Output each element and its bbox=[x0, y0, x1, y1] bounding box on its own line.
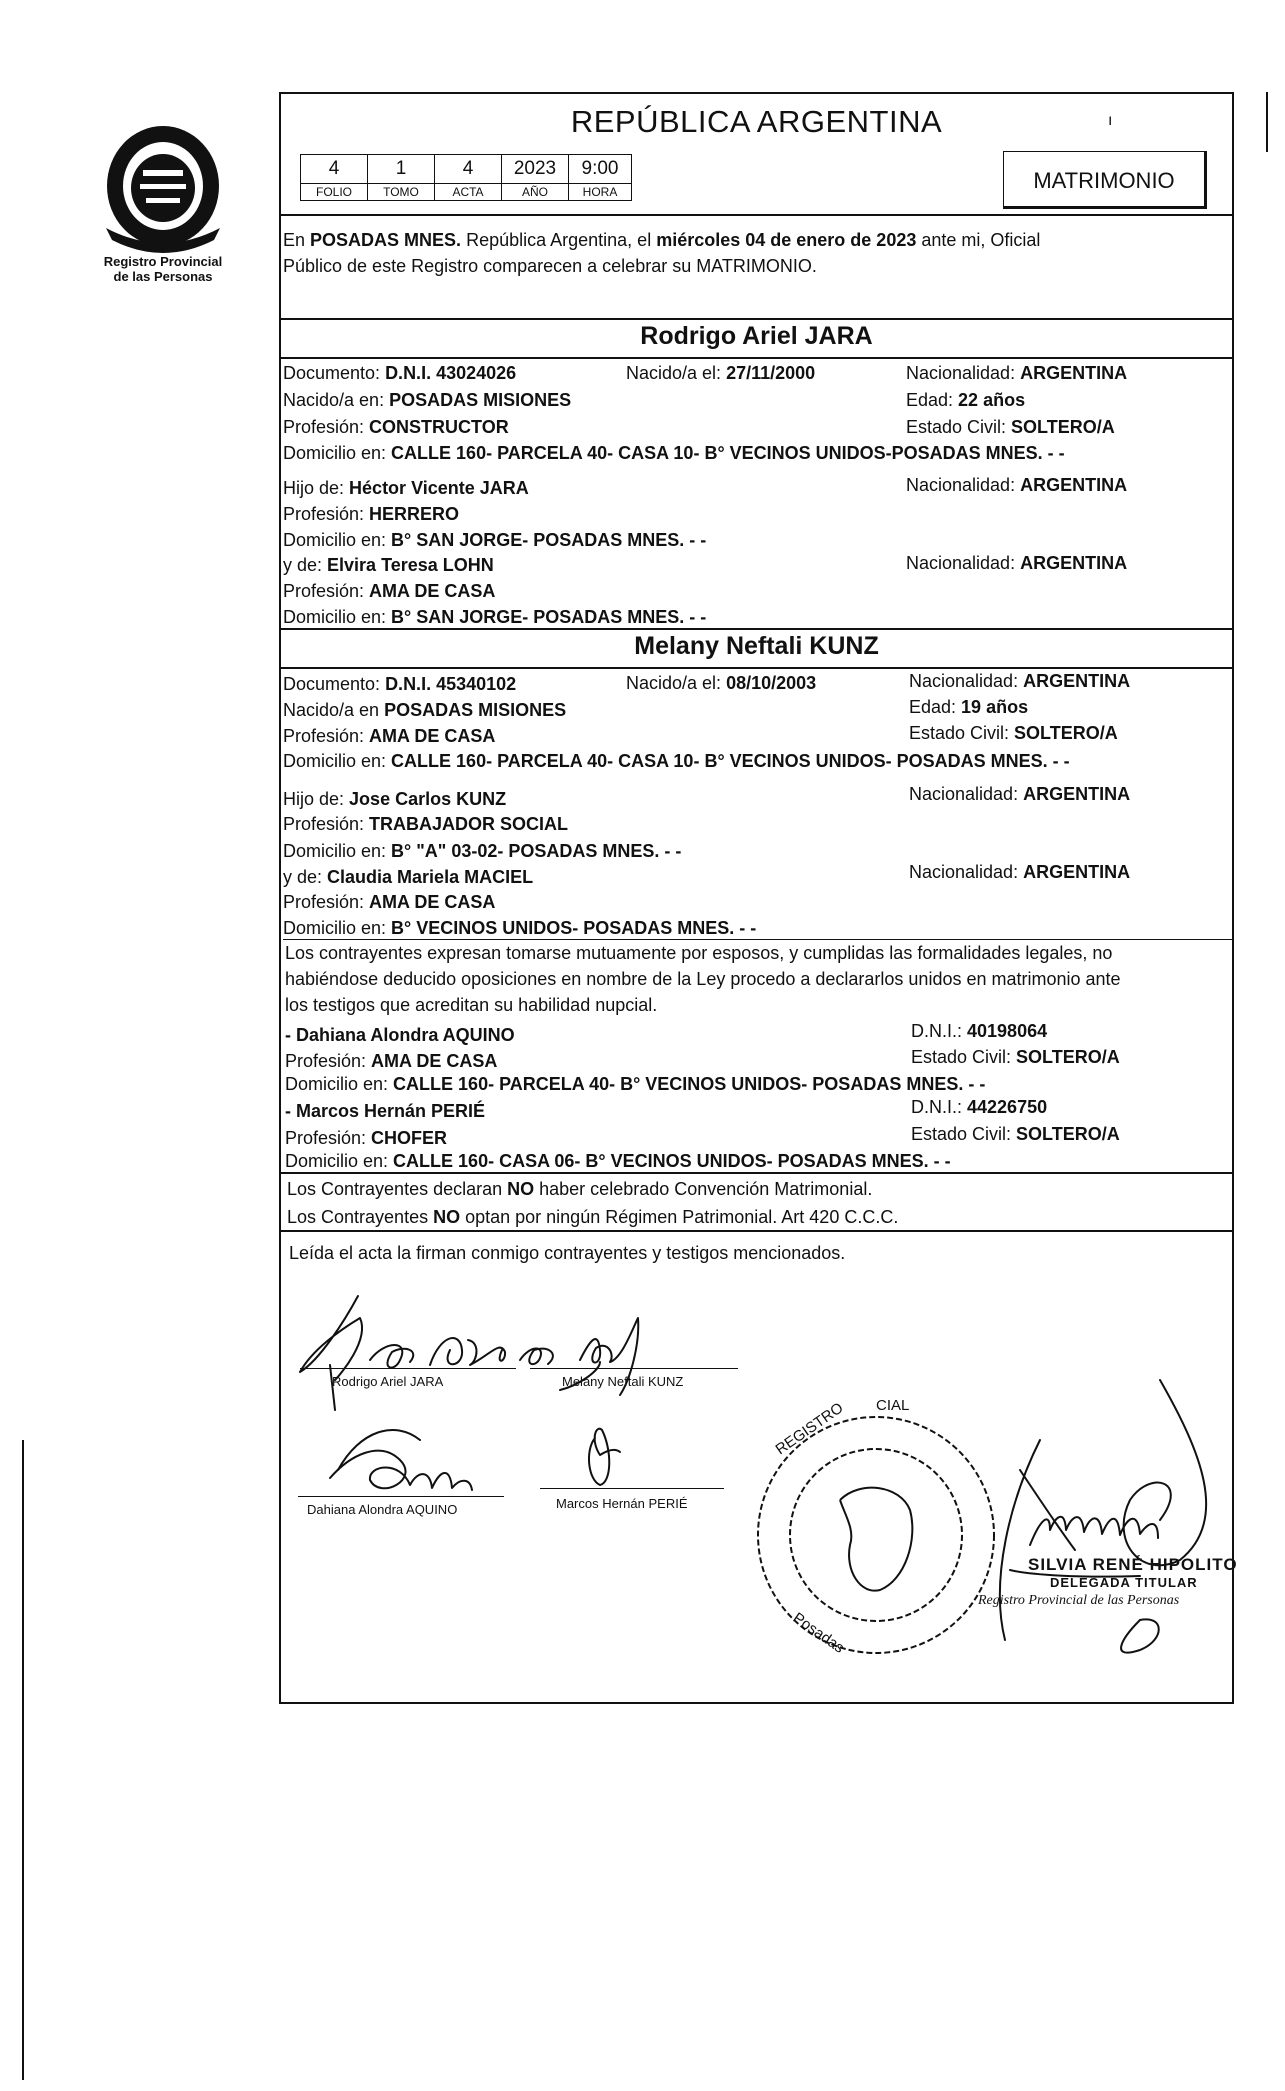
scan-edge-mark bbox=[1266, 92, 1268, 152]
groom-birthdate bbox=[626, 362, 815, 384]
tomo-value: 1 bbox=[368, 155, 435, 184]
bride-civil-status-value: SOLTERO/A bbox=[1014, 723, 1118, 743]
logo-caption-line-1: Registro Provincial bbox=[103, 254, 223, 269]
groom-birthplace-value: POSADAS MISIONES bbox=[389, 390, 572, 410]
witness-1-civil-status bbox=[911, 1046, 1120, 1068]
bride-mother-profession-value: AMA DE CASA bbox=[369, 892, 496, 912]
groom-father-address bbox=[283, 529, 706, 551]
groom-mother-nationality-label: Nacionalidad: bbox=[906, 553, 1021, 573]
groom-mother-nationality-value: ARGENTINA bbox=[1020, 553, 1128, 573]
groom-father bbox=[283, 477, 529, 499]
witness-1-civil-status-value: SOLTERO/A bbox=[1016, 1047, 1120, 1067]
witness-1-civil-status-label: Estado Civil: bbox=[911, 1047, 1017, 1067]
groom-name-divider bbox=[279, 357, 1234, 359]
groom-name: Rodrigo Ariel JARA bbox=[640, 322, 873, 350]
bride-nationality-label: Nacionalidad: bbox=[909, 671, 1024, 691]
bride-mother-value: Claudia Mariela MACIEL bbox=[327, 867, 534, 887]
groom-nationality-label: Nacionalidad: bbox=[906, 363, 1021, 383]
bride-document-value: D.N.I. 45340102 bbox=[385, 674, 517, 694]
bride-age-label: Edad: bbox=[909, 697, 962, 717]
groom-mother-address-label: Domicilio en: bbox=[283, 607, 392, 627]
bride-father-value: Jose Carlos KUNZ bbox=[349, 789, 507, 809]
groom-father-profession-value: HERRERO bbox=[369, 504, 460, 524]
bride-father-address-label: Domicilio en: bbox=[283, 841, 392, 861]
groom-document-value: D.N.I. 43024026 bbox=[385, 363, 517, 383]
declaration-paragraph bbox=[285, 940, 1230, 1018]
bride-address bbox=[283, 750, 1070, 772]
groom-civil-status bbox=[906, 416, 1115, 438]
groom-birthdate-label: Nacido/a el: bbox=[626, 363, 727, 383]
groom-mother-address bbox=[283, 606, 706, 628]
groom-father-value: Héctor Vicente JARA bbox=[349, 478, 529, 498]
witness-1-dni-label: D.N.I.: bbox=[911, 1021, 968, 1041]
bride-birthdate-label: Nacido/a el: bbox=[626, 673, 727, 693]
groom-document bbox=[283, 362, 516, 384]
officer-name: SILVIA RENÉ HIPOLITO bbox=[1028, 1555, 1238, 1574]
regime-line-1-no: NO bbox=[507, 1179, 535, 1199]
groom-mother-profession-label: Profesión: bbox=[283, 581, 370, 601]
bride-document bbox=[283, 673, 516, 695]
witness-2-profession-label: Profesión: bbox=[285, 1128, 372, 1148]
logo-caption bbox=[88, 254, 238, 284]
witness-2-profession bbox=[285, 1127, 447, 1149]
bride-nationality bbox=[909, 670, 1130, 692]
scan-left-edge bbox=[22, 1440, 24, 2080]
bride-mother-profession bbox=[283, 891, 495, 913]
groom-age bbox=[906, 389, 1025, 411]
bride-father-label: Hijo de: bbox=[283, 789, 350, 809]
bride-mother-profession-label: Profesión: bbox=[283, 892, 370, 912]
bride-father-profession-label: Profesión: bbox=[283, 814, 370, 834]
witness-1-address bbox=[285, 1073, 985, 1095]
declaration-line-2: habiéndose deducido oposiciones en nombre de la Ley procedo a declararlos unidos en matrimonio ante bbox=[285, 969, 1121, 989]
groom-profession-value: CONSTRUCTOR bbox=[369, 417, 509, 437]
folio-label: FOLIO bbox=[301, 184, 368, 201]
seal-ring-text-2: CIAL bbox=[876, 1397, 910, 1414]
witness-2-civil-status-label: Estado Civil: bbox=[911, 1124, 1017, 1144]
bride-signature-line bbox=[530, 1368, 738, 1369]
bride-father-nationality-label: Nacionalidad: bbox=[909, 784, 1024, 804]
groom-address bbox=[283, 442, 1065, 464]
witness-2-dni-value: 44226750 bbox=[967, 1097, 1048, 1117]
witness-1-dni-value: 40198064 bbox=[967, 1021, 1048, 1041]
groom-age-value: 22 años bbox=[958, 390, 1026, 410]
registry-table bbox=[300, 154, 632, 201]
witness-2-address-value: CALLE 160- CASA 06- B° VECINOS UNIDOS- POSADAS MNES. - - bbox=[393, 1151, 951, 1171]
witness-1-dni bbox=[911, 1020, 1047, 1042]
declaration-line-3: los testigos que acreditan su habilidad nupcial. bbox=[285, 995, 658, 1015]
witness-2-dni bbox=[911, 1096, 1047, 1118]
witness-1-signature-caption: Dahiana Alondra AQUINO bbox=[307, 1502, 458, 1517]
bride-profession bbox=[283, 725, 495, 747]
bride-birthplace-value: POSADAS MISIONES bbox=[384, 700, 567, 720]
regime-line-2-c: optan por ningún Régimen Patrimonial. Art 420 C.C.C. bbox=[460, 1207, 899, 1227]
witness-2-civil-status-value: SOLTERO/A bbox=[1016, 1124, 1120, 1144]
regime-top-divider bbox=[279, 1172, 1234, 1174]
intro-text-1: En bbox=[283, 230, 311, 250]
bride-mother-nationality-value: ARGENTINA bbox=[1023, 862, 1131, 882]
witness-2-signature-line bbox=[540, 1488, 724, 1489]
groom-age-label: Edad: bbox=[906, 390, 959, 410]
bride-birthdate-value: 08/10/2003 bbox=[726, 673, 817, 693]
bride-father-address-value: B° "A" 03-02- POSADAS MNES. - - bbox=[391, 841, 682, 861]
witness-2-dni-label: D.N.I.: bbox=[911, 1097, 968, 1117]
bride-signature-caption: Melany Neftali KUNZ bbox=[562, 1374, 684, 1389]
bride-age bbox=[909, 696, 1028, 718]
closing-text: Leída el acta la firman conmigo contrayentes y testigos mencionados. bbox=[289, 1243, 846, 1263]
bride-mother-address-label: Domicilio en: bbox=[283, 918, 392, 938]
bride-father-profession-value: TRABAJADOR SOCIAL bbox=[369, 814, 569, 834]
groom-signature-caption: Rodrigo Ariel JARA bbox=[332, 1374, 444, 1389]
groom-father-nationality bbox=[906, 474, 1127, 496]
bride-mother-address-value: B° VECINOS UNIDOS- POSADAS MNES. - - bbox=[391, 918, 757, 938]
declaration-line-1: Los contrayentes expresan tomarse mutuamente por esposos, y cumplidas las formalidades legales, no bbox=[285, 943, 1113, 963]
witness-1-name: - Dahiana Alondra AQUINO bbox=[285, 1025, 515, 1045]
groom-nationality bbox=[906, 362, 1127, 384]
groom-birthplace bbox=[283, 389, 571, 411]
groom-birthdate-value: 27/11/2000 bbox=[726, 363, 816, 383]
witness-1-address-label: Domicilio en: bbox=[285, 1074, 394, 1094]
groom-document-label: Documento: bbox=[283, 363, 386, 383]
regime-line-1-a: Los Contrayentes declaran bbox=[287, 1179, 508, 1199]
groom-mother-label: y de: bbox=[283, 555, 328, 575]
regime-line-2-no: NO bbox=[433, 1207, 461, 1227]
bride-document-label: Documento: bbox=[283, 674, 386, 694]
groom-father-profession bbox=[283, 503, 459, 525]
groom-address-value: CALLE 160- PARCELA 40- CASA 10- B° VECINOS UNIDOS-POSADAS MNES. - - bbox=[391, 443, 1065, 463]
groom-address-label: Domicilio en: bbox=[283, 443, 392, 463]
bride-address-label: Domicilio en: bbox=[283, 751, 392, 771]
groom-father-nationality-value: ARGENTINA bbox=[1020, 475, 1128, 495]
groom-profession-label: Profesión: bbox=[283, 417, 370, 437]
groom-profession bbox=[283, 416, 509, 438]
groom-top-divider bbox=[279, 318, 1234, 320]
bride-profession-label: Profesión: bbox=[283, 726, 370, 746]
bride-birthdate bbox=[626, 672, 816, 694]
intro-place: POSADAS MNES. bbox=[310, 230, 462, 250]
bride-father-address bbox=[283, 840, 681, 862]
witness-1-profession bbox=[285, 1050, 497, 1072]
groom-father-address-value: B° SAN JORGE- POSADAS MNES. - - bbox=[391, 530, 707, 550]
witness-2-civil-status bbox=[911, 1123, 1120, 1145]
witness-2-address-label: Domicilio en: bbox=[285, 1151, 394, 1171]
witness-2-profession-value: CHOFER bbox=[371, 1128, 448, 1148]
groom-father-address-label: Domicilio en: bbox=[283, 530, 392, 550]
acta-label: ACTA bbox=[435, 184, 502, 201]
hora-label: HORA bbox=[569, 184, 632, 201]
bride-civil-status bbox=[909, 722, 1118, 744]
hora-value: 9:00 bbox=[569, 155, 632, 184]
witness-1-profession-label: Profesión: bbox=[285, 1051, 372, 1071]
officer-office: Registro Provincial de las Personas bbox=[978, 1593, 1180, 1608]
margin-mark: ı bbox=[1108, 112, 1113, 129]
groom-mother-nationality bbox=[906, 552, 1127, 574]
intro-line-2: Público de este Registro comparecen a celebrar su MATRIMONIO. bbox=[283, 256, 817, 276]
acta-value: 4 bbox=[435, 155, 502, 184]
bride-mother-nationality bbox=[909, 861, 1130, 883]
folio-value: 4 bbox=[301, 155, 368, 184]
regime-line-2-a: Los Contrayentes bbox=[287, 1207, 434, 1227]
groom-mother-profession bbox=[283, 580, 495, 602]
bride-age-value: 19 años bbox=[961, 697, 1029, 717]
officer-title: DELEGADA TITULAR bbox=[1050, 1575, 1198, 1590]
bride-mother bbox=[283, 866, 533, 888]
groom-mother-value: Elvira Teresa LOHN bbox=[327, 555, 494, 575]
witness-1-profession-value: AMA DE CASA bbox=[371, 1051, 498, 1071]
intro-paragraph bbox=[283, 227, 1228, 279]
bride-address-value: CALLE 160- PARCELA 40- CASA 10- B° VECINOS UNIDOS- POSADAS MNES. - - bbox=[391, 751, 1070, 771]
bride-mother-address bbox=[283, 917, 756, 939]
groom-birthplace-label: Nacido/a en: bbox=[283, 390, 390, 410]
groom-civil-status-label: Estado Civil: bbox=[906, 417, 1012, 437]
bride-father-nationality bbox=[909, 783, 1130, 805]
bride-mother-label: y de: bbox=[283, 867, 328, 887]
bride-birthplace-label: Nacido/a en bbox=[283, 700, 385, 720]
bride-nationality-value: ARGENTINA bbox=[1023, 671, 1131, 691]
country-title: REPÚBLICA ARGENTINA bbox=[570, 104, 943, 139]
closing-top-divider bbox=[279, 1230, 1234, 1232]
anio-label: AÑO bbox=[502, 184, 569, 201]
groom-nationality-value: ARGENTINA bbox=[1020, 363, 1128, 383]
seal-bottom-text: Posadas bbox=[789, 1609, 848, 1657]
tomo-label: TOMO bbox=[368, 184, 435, 201]
groom-mother bbox=[283, 554, 494, 576]
bride-civil-status-label: Estado Civil: bbox=[909, 723, 1015, 743]
witness-1-address-value: CALLE 160- PARCELA 40- B° VECINOS UNIDOS- POSADAS MNES. - - bbox=[393, 1074, 986, 1094]
groom-civil-status-value: SOLTERO/A bbox=[1011, 417, 1115, 437]
header-divider bbox=[279, 214, 1234, 216]
intro-date: miércoles 04 de enero de 2023 bbox=[656, 230, 917, 250]
regime-line-1-c: haber celebrado Convención Matrimonial. bbox=[534, 1179, 873, 1199]
regime-line-1 bbox=[287, 1178, 872, 1200]
bride-top-divider bbox=[279, 628, 1234, 630]
bride-birthplace bbox=[283, 699, 566, 721]
bride-father bbox=[283, 788, 506, 810]
groom-father-profession-label: Profesión: bbox=[283, 504, 370, 524]
witness-2-signature-caption: Marcos Hernán PERIÉ bbox=[556, 1496, 688, 1511]
seal-ring-text: REGISTRO bbox=[772, 1399, 847, 1459]
groom-father-nationality-label: Nacionalidad: bbox=[906, 475, 1021, 495]
groom-mother-address-value: B° SAN JORGE- POSADAS MNES. - - bbox=[391, 607, 707, 627]
witness-2-name: - Marcos Hernán PERIÉ bbox=[285, 1101, 486, 1121]
act-type-box: MATRIMONIO bbox=[1003, 151, 1207, 209]
witness-2-address bbox=[285, 1150, 951, 1172]
witness-1-signature-line bbox=[298, 1496, 504, 1497]
bride-father-nationality-value: ARGENTINA bbox=[1023, 784, 1131, 804]
bride-mother-nationality-label: Nacionalidad: bbox=[909, 862, 1024, 882]
anio-value: 2023 bbox=[502, 155, 569, 184]
bride-name: Melany Neftali KUNZ bbox=[634, 632, 879, 660]
bride-father-profession bbox=[283, 813, 568, 835]
bride-profession-value: AMA DE CASA bbox=[369, 726, 496, 746]
groom-mother-profession-value: AMA DE CASA bbox=[369, 581, 496, 601]
intro-text-3: ante mi, Oficial bbox=[916, 230, 1041, 250]
regime-line-2 bbox=[287, 1206, 898, 1228]
groom-father-label: Hijo de: bbox=[283, 478, 350, 498]
intro-text-2: República Argentina, el bbox=[461, 230, 657, 250]
groom-signature-line bbox=[300, 1368, 516, 1369]
bride-name-divider bbox=[279, 667, 1234, 669]
logo-caption-line-2: de las Personas bbox=[113, 269, 213, 284]
